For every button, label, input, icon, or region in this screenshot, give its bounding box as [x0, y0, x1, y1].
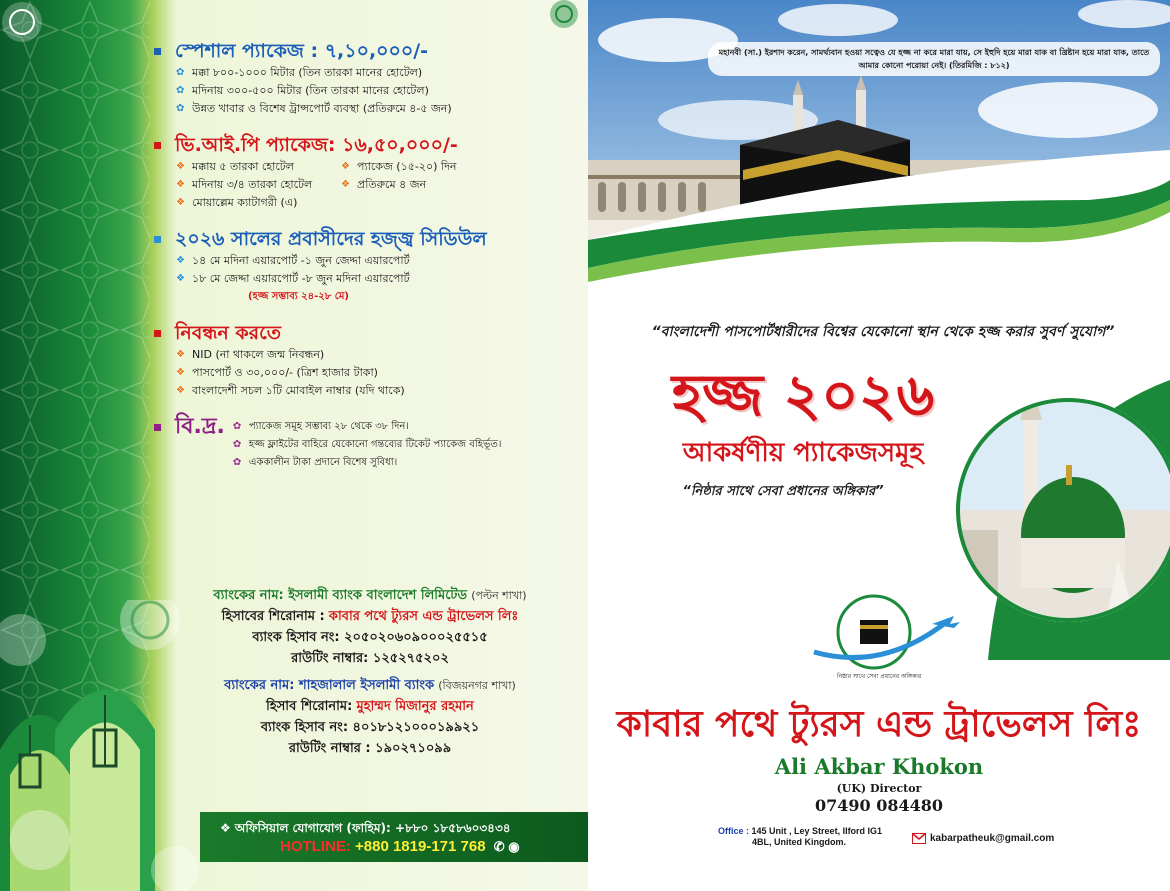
schedule-section	[148, 226, 578, 306]
diamond-bullet-icon: ❖	[176, 349, 185, 360]
ornament-top-left	[0, 0, 70, 60]
list-item: ❖ মোয়াল্লেম ক্যাটাগরী (এ)	[176, 194, 341, 212]
bank2-routing: রাউটিং নাম্বার : ১৯০২৭১০৯৯	[288, 741, 452, 756]
square-bullet-icon	[154, 236, 161, 243]
flower-bullet-icon: ✿	[176, 85, 185, 96]
director-title: (UK) Director	[836, 782, 922, 795]
schedule-title-text: ২০২৬ সালের প্রবাসীদের হজ্জ্ব সিডিউল	[175, 228, 487, 250]
diamond-bullet-icon: ❖	[341, 161, 350, 172]
tagline: “বাংলাদেশী পাসপোর্টধারীদের বিশ্বের যেকোনো স্থান থেকে হজ্জ করার সুবর্ণ সুযোগ”	[651, 324, 1115, 340]
note-title-text: বি.দ্র.	[175, 414, 225, 439]
flower-bullet-icon: ✿	[232, 439, 242, 450]
diamond-bullet-icon: ❖	[176, 367, 185, 378]
list-item: ❖ ১৮ মে জেদ্দা এয়ারপোর্ট -৮ জুন মদিনা এয়ারপোর্ট	[176, 270, 578, 288]
schedule-note: (হজ্জ সম্ভাব্য ২৪-২৮ মে)	[248, 291, 349, 302]
list-item: ❖ মদিনায় ৩/৪ তারকা হোটেল	[176, 176, 341, 194]
list-item: ❖ প্যাকেজ (১৫-২০) দিন	[341, 158, 511, 176]
list-item: ✿ হজ্জ ফ্লাইটের বাহিরে যেকোনো গন্তব্যের টিকেট প্যাকেজ বহির্ভূত।	[233, 436, 502, 454]
hajj-title: হজ্জ ২০২৬	[671, 361, 935, 429]
hotline[interactable]: HOTLINE: +880 1819-171 768 ✆ ◉	[280, 838, 520, 855]
schedule-title	[148, 226, 578, 252]
square-bullet-icon	[154, 424, 161, 431]
office-address: Office : 145 Unit , Ley Street, Ilford IG1 4BL, United Kingdom.	[718, 826, 883, 847]
pledge: “নিষ্ঠার সাথে সেবা প্রধানের অঙ্গিকার”	[682, 484, 884, 499]
note-title	[148, 414, 225, 440]
bank1-account-number: ব্যাংক হিসাব নং: ২০৫০২০৬০৯০০০২৫৫১৫	[252, 630, 488, 645]
svg-text:নিষ্ঠার সাথে সেবা প্রধানের অঙ্: নিষ্ঠার সাথে সেবা প্রধানের অঙ্গিকার	[836, 673, 922, 680]
vip-package-section	[148, 132, 578, 212]
note-section	[148, 414, 578, 472]
list-item: ✿ মক্কা ৮০০-১০০০ মিটার (তিন তারকা মানের হোটেল)	[176, 64, 578, 82]
official-contact[interactable]: ❖ অফিসিয়াল যোগাযোগ (ফাহিম): +৮৮০ ১৮৫৮৬০৩৪৩৪	[220, 821, 511, 835]
hadith-quote: মহানবী (সা.) ইরশাদ করেন, সামর্থ্যবান হওয়া সত্বেও যে হজ্জ না করে মারা যায়, সে ইহুদি হয়ে মারা যাক বা খ্রিষ্টান হয়ে মারা যাক, তাতে আমার কোনো পরোয়া নেই। (তিরমিজি : ৮১২)	[708, 42, 1160, 76]
list-item: ✿ এককালীন টাকা প্রদানে বিশেষ সুবিধা।	[233, 454, 502, 472]
diamond-bullet-icon: ❖	[176, 273, 185, 284]
bank2-name: ব্যাংকের নাম: শাহজালাল ইসলামী ব্যাংক (বিজয়নগর শাখা)	[224, 678, 516, 693]
diamond-bullet-icon: ❖	[176, 161, 185, 172]
contact-bar	[200, 812, 588, 862]
square-bullet-icon	[154, 48, 161, 55]
list-item: ✿ মদিনায় ৩০০-৫০০ মিটার (তিন তারকা মানের হোটেল)	[176, 82, 578, 100]
registration-title-text: নিবন্ধন করতে	[175, 322, 281, 344]
bank2-account-number: ব্যাংক হিসাব নং: ৪০১৮১২১০০০১৯৯২১	[260, 720, 480, 735]
ornament-top-right	[540, 0, 588, 40]
green-dome-photo	[948, 360, 1170, 660]
list-item: ❖ মক্কায় ৫ তারকা হোটেল	[176, 158, 341, 176]
registration-title	[148, 320, 578, 346]
gmail-icon	[912, 833, 926, 844]
special-package-title-text: স্পেশাল প্যাকেজ : ৭,১০,০০০/-	[175, 40, 429, 62]
diamond-bullet-icon: ❖	[176, 179, 185, 190]
bank1-routing: রাউটিং নাম্বার: ১২৫২৭৫২০২	[291, 651, 449, 666]
diamond-bullet-icon: ❖	[176, 255, 185, 266]
flower-bullet-icon: ✿	[232, 421, 242, 432]
vip-package-title-text: ভি.আই.পি প্যাকেজ: ১৬,৫০,০০০/-	[175, 134, 458, 156]
diamond-bullet-icon: ❖	[341, 179, 350, 190]
list-item: ✿ উন্নত খাবার ও বিশেষ ট্রান্সপোর্ট ব্যবস্থা (প্রতিরুমে ৪-৫ জন)	[176, 100, 578, 118]
special-package-title	[148, 38, 578, 64]
whatsapp-imo-icons: ✆ ◉	[493, 839, 520, 854]
email-contact[interactable]: kabarpatheuk@gmail.com	[912, 833, 1054, 844]
list-item: ❖ ১৪ মে মদিনা এয়ারপোর্ট -১ জুন জেদ্দা এয়ারপোর্ট	[176, 252, 578, 270]
company-logo	[804, 592, 964, 682]
special-package-section	[148, 38, 578, 118]
director-phone[interactable]: 07490 084480	[814, 796, 944, 815]
square-bullet-icon	[154, 142, 161, 149]
bank-info	[155, 585, 585, 759]
registration-section	[148, 320, 578, 400]
bank1-account-title: হিসাবের শিরোনাম : কাবার পথে ট্যুরস এন্ড ট্রাভেলস লিঃ	[221, 609, 519, 624]
bank1-name: ব্যাংকের নাম: ইসলামী ব্যাংক বাংলাদেশ লিমিটেড (পল্টন শাখা)	[213, 588, 527, 603]
flower-bullet-icon: ✿	[232, 457, 242, 468]
package-details	[148, 38, 578, 486]
flower-bullet-icon: ✿	[176, 103, 185, 114]
bank2-account-title: হিসাব শিরোনাম: মুহাম্মদ মিজানুর রহমান	[266, 699, 474, 714]
packages-title: আকর্ষণীয় প্যাকেজসমূহ	[682, 438, 924, 468]
list-item: ✿ প্যাকেজ সমূহ সম্ভাব্য ২৮ থেকে ৩৮ দিন।	[233, 418, 502, 436]
company-name: কাবার পথে ট্যুরস এন্ড ট্রাভেলস লিঃ	[616, 704, 1142, 745]
list-item: ❖ পাসপোর্ট ও ৩০,০০০/- (ত্রিশ হাজার টাকা)	[176, 364, 578, 382]
right-panel	[588, 0, 1170, 891]
vip-package-title	[148, 132, 578, 158]
diamond-bullet-icon: ❖	[176, 197, 185, 208]
list-item: ❖ বাংলাদেশী সচল ১টি মোবাইল নাম্বার (যদি থাকে)	[176, 382, 578, 400]
flower-bullet-icon: ✿	[176, 67, 185, 78]
list-item: ❖ NID (না থাকলে জন্ম নিবন্ধন)	[176, 346, 578, 364]
director-name: Ali Akbar Khokon	[774, 754, 984, 779]
square-bullet-icon	[154, 330, 161, 337]
list-item: ❖ প্রতিরুমে ৪ জন	[341, 176, 511, 194]
diamond-bullet-icon: ❖	[176, 385, 185, 396]
